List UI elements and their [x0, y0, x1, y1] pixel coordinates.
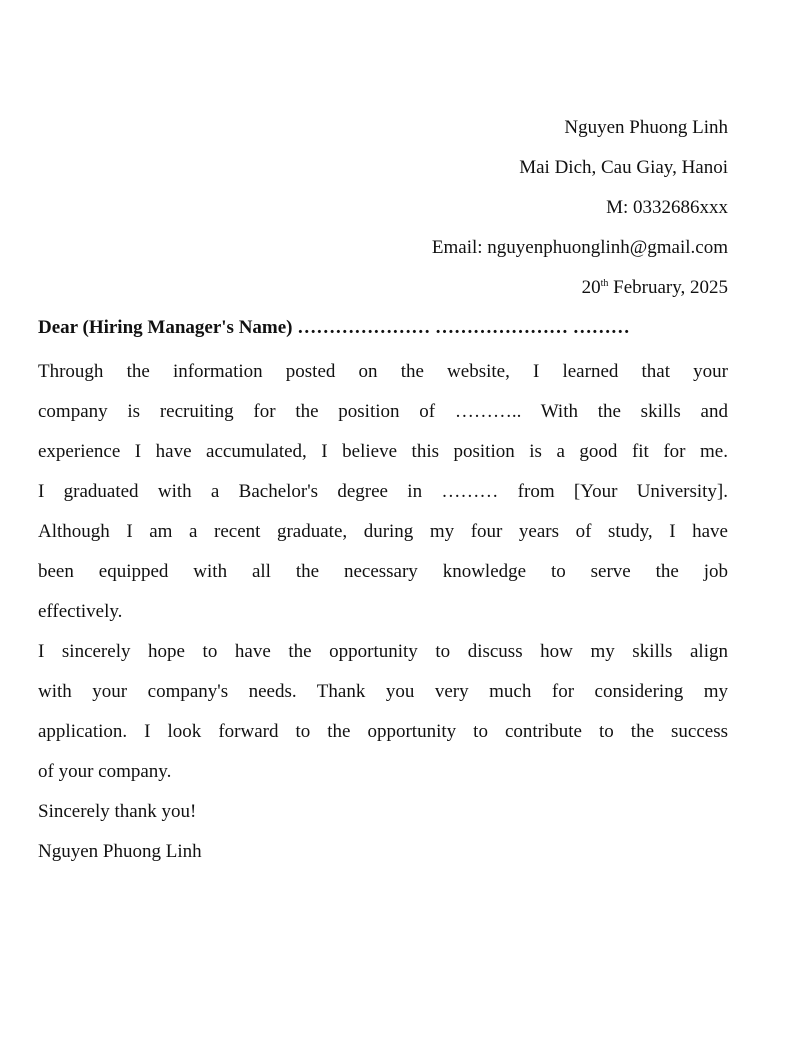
paragraph-line: experience I have accumulated, I believe this position is a good fit for me.: [38, 441, 728, 462]
paragraph-line: with your company's needs. Thank you very much for considering my: [38, 681, 728, 702]
paragraph-line: Through the information posted on the website, I learned that your: [38, 361, 728, 382]
paragraph-line: been equipped with all the necessary knowledge to serve the job: [38, 561, 728, 582]
body-paragraph-1: [38, 352, 728, 632]
sender-block: [38, 112, 728, 312]
signature-name: Nguyen Phuong Linh: [38, 841, 202, 862]
paragraph-line: application. I look forward to the opportunity to contribute to the success: [38, 721, 728, 742]
paragraph-line: effectively.: [38, 601, 123, 622]
paragraph-line: of your company.: [38, 761, 172, 782]
paragraph-line: company is recruiting for the position of ……….. With the skills and: [38, 401, 728, 422]
closing-block: [38, 792, 728, 872]
cover-letter: [38, 112, 728, 872]
paragraph-line: Although I am a recent graduate, during my four years of study, I have: [38, 521, 728, 542]
sender-phone: M: 0332686xxx: [606, 197, 728, 218]
date-rest: February, 2025: [608, 277, 728, 298]
paragraph-line: I graduated with a Bachelor's degree in ……… from [Your University].: [38, 481, 728, 502]
sender-name: Nguyen Phuong Linh: [564, 117, 728, 138]
letter-date: [38, 272, 728, 312]
salutation: Dear (Hiring Manager's Name) ………………… ………………… ………: [38, 317, 630, 338]
date-day: 20: [581, 277, 601, 298]
sender-address: Mai Dich, Cau Giay, Hanoi: [519, 157, 728, 178]
closing-thanks: Sincerely thank you!: [38, 801, 197, 822]
date-suffix: th: [600, 278, 609, 289]
body-paragraph-2: [38, 632, 728, 792]
paragraph-line: I sincerely hope to have the opportunity to discuss how my skills align: [38, 641, 728, 662]
sender-email: Email: nguyenphuonglinh@gmail.com: [431, 237, 728, 258]
